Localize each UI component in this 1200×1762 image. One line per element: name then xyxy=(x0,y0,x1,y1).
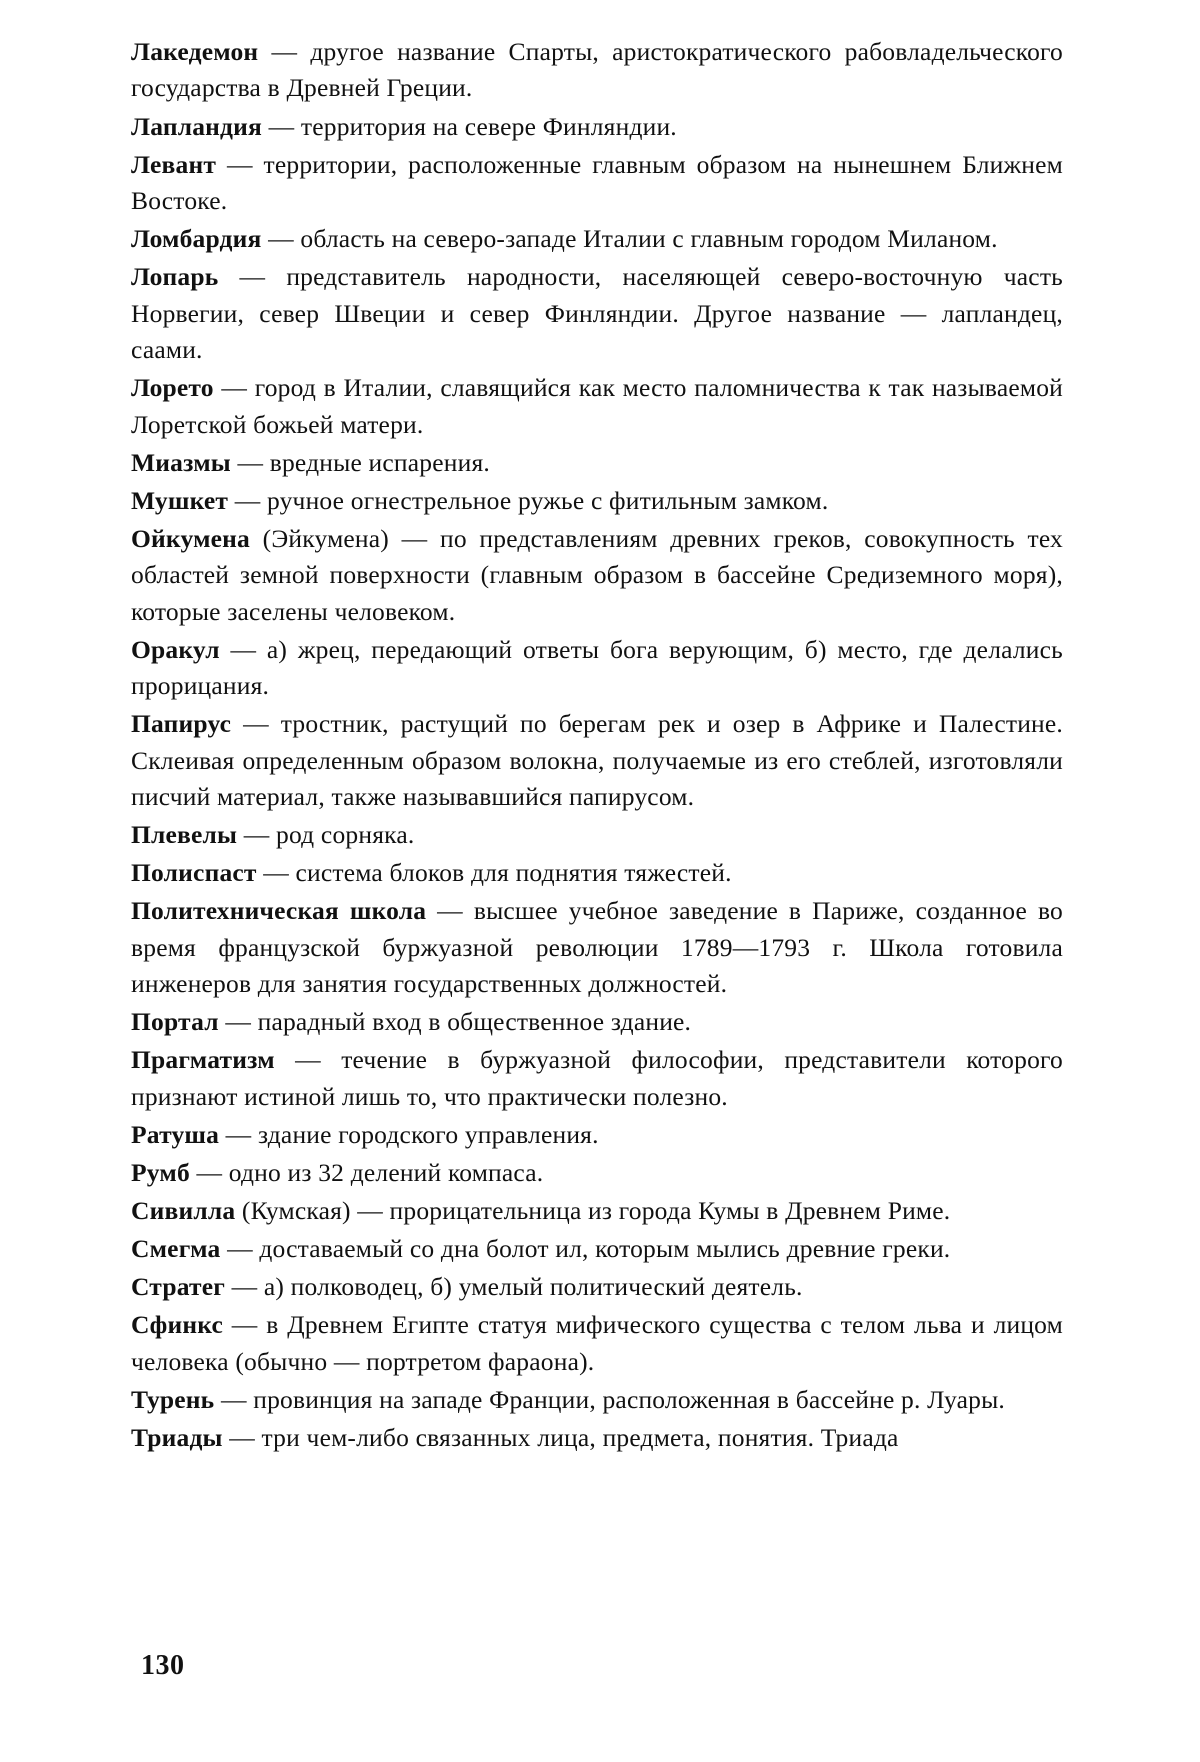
glossary-entry-oikumena xyxy=(131,521,1063,630)
glossary-entry-sfinks xyxy=(131,1307,1063,1380)
glossary-entry-portal xyxy=(131,1004,1063,1040)
glossary-term: Прагматизм xyxy=(131,1045,275,1074)
glossary-definition: — провинция на западе Франции, расположенная в бассейне р. Луары. xyxy=(214,1385,1005,1414)
glossary-entry-laplandiya xyxy=(131,109,1063,145)
glossary-entry-levant xyxy=(131,147,1063,220)
glossary-definition: — система блоков для поднятия тяжестей. xyxy=(257,858,732,887)
glossary-term: Портал xyxy=(131,1007,219,1036)
glossary-definition: — ручное огнестрельное ружье с фитильным замком. xyxy=(228,486,828,515)
glossary-definition: — а) жрец, передающий ответы бога верующим, б) место, где делались прорицания. xyxy=(131,635,1063,700)
glossary-term: Румб xyxy=(131,1158,190,1187)
glossary-term: Стратег xyxy=(131,1272,225,1301)
glossary-entry-plevely xyxy=(131,817,1063,853)
glossary-entry-lombardiya xyxy=(131,221,1063,257)
glossary-entry-rumb xyxy=(131,1155,1063,1191)
glossary-page xyxy=(131,34,1063,1458)
glossary-definition: — вредные испарения. xyxy=(231,448,490,477)
glossary-entry-triady xyxy=(131,1420,1063,1456)
glossary-definition: (Кумская) — прорицательница из города Кумы в Древнем Риме. xyxy=(235,1196,950,1225)
glossary-definition: — течение в буржуазной философии, представители которого признают истиной лишь то, что практически полезно. xyxy=(131,1045,1063,1110)
glossary-entry-smegma xyxy=(131,1231,1063,1267)
glossary-definition: — а) полководец, б) умелый политический деятель. xyxy=(225,1272,803,1301)
glossary-term: Ратуша xyxy=(131,1120,219,1149)
glossary-definition: — город в Италии, славящийся как место паломничества к так называемой Лоретской божьей матери. xyxy=(131,373,1063,438)
glossary-entry-pragmatizm xyxy=(131,1042,1063,1115)
glossary-term: Левант xyxy=(131,150,216,179)
glossary-definition: — представитель народности, населяющей северо-восточную часть Норвегии, север Швеции и север Финляндии. Другое название — лапландец, саами. xyxy=(131,262,1063,364)
glossary-definition: — область на северо-западе Италии с главным городом Миланом. xyxy=(262,224,998,253)
glossary-entry-mushket xyxy=(131,483,1063,519)
glossary-definition: — одно из 32 делений компаса. xyxy=(190,1158,543,1187)
glossary-entry-sivilla xyxy=(131,1193,1063,1229)
glossary-definition: — три чем-либо связанных лица, предмета, понятия. Триада xyxy=(223,1423,899,1452)
glossary-definition: — парадный вход в общественное здание. xyxy=(219,1007,691,1036)
glossary-term: Мушкет xyxy=(131,486,228,515)
glossary-term: Сфинкс xyxy=(131,1310,223,1339)
glossary-definition: — доставаемый со дна болот ил, которым мылись древние греки. xyxy=(221,1234,951,1263)
glossary-term: Сивилла xyxy=(131,1196,235,1225)
glossary-definition: — другое название Спарты, аристократического рабовладельческого государства в Древней Греции. xyxy=(131,37,1063,102)
glossary-definition: — род сорняка. xyxy=(237,820,414,849)
glossary-entry-politekhnicheskaya-shkola xyxy=(131,893,1063,1002)
glossary-term: Ломбардия xyxy=(131,224,262,253)
glossary-term: Лапландия xyxy=(131,112,262,141)
glossary-definition: — высшее учебное заведение в Париже, созданное во время французской буржуазной революции 1789—1793 г. Школа готовила инженеров для занятия государственных должностей. xyxy=(131,896,1063,998)
glossary-term: Политехническая школа xyxy=(131,896,426,925)
glossary-entry-polispast xyxy=(131,855,1063,891)
glossary-definition: — здание городского управления. xyxy=(219,1120,599,1149)
glossary-term: Папирус xyxy=(131,709,231,738)
glossary-entry-orakul xyxy=(131,632,1063,705)
glossary-definition: — территория на севере Финляндии. xyxy=(262,112,677,141)
glossary-term: Ойкумена xyxy=(131,524,250,553)
glossary-term: Лакедемон xyxy=(131,37,258,66)
glossary-entry-lopar xyxy=(131,259,1063,368)
glossary-term: Турень xyxy=(131,1385,214,1414)
glossary-entry-ratusha xyxy=(131,1117,1063,1153)
glossary-entry-turen xyxy=(131,1382,1063,1418)
page-number: 130 xyxy=(141,1650,185,1682)
glossary-term: Миазмы xyxy=(131,448,231,477)
glossary-term: Лорето xyxy=(131,373,214,402)
glossary-definition: (Эйкумена) — по представлениям древних греков, совокупность тех областей земной поверхности (главным образом в бассейне Средиземного моря), которые заселены человеком. xyxy=(131,524,1063,626)
glossary-entry-miazmy xyxy=(131,445,1063,481)
glossary-definition: — территории, расположенные главным образом на нынешнем Ближнем Востоке. xyxy=(131,150,1063,215)
glossary-entry-loreto xyxy=(131,370,1063,443)
glossary-term: Триады xyxy=(131,1423,223,1452)
glossary-term: Полиспаст xyxy=(131,858,257,887)
glossary-entry-strateg xyxy=(131,1269,1063,1305)
glossary-term: Плевелы xyxy=(131,820,237,849)
glossary-definition: — тростник, растущий по берегам рек и озер в Африке и Палестине. Склеивая определенным образом волокна, получаемые из его стеблей, изготовляли писчий материал, также называвшийся папирусом. xyxy=(131,709,1063,811)
glossary-entry-lakedemon xyxy=(131,34,1063,107)
glossary-term: Оракул xyxy=(131,635,220,664)
glossary-definition: — в Древнем Египте статуя мифического существа с телом льва и лицом человека (обычно — портретом фараона). xyxy=(131,1310,1063,1375)
glossary-entry-papirus xyxy=(131,706,1063,815)
glossary-term: Смегма xyxy=(131,1234,221,1263)
glossary-term: Лопарь xyxy=(131,262,218,291)
